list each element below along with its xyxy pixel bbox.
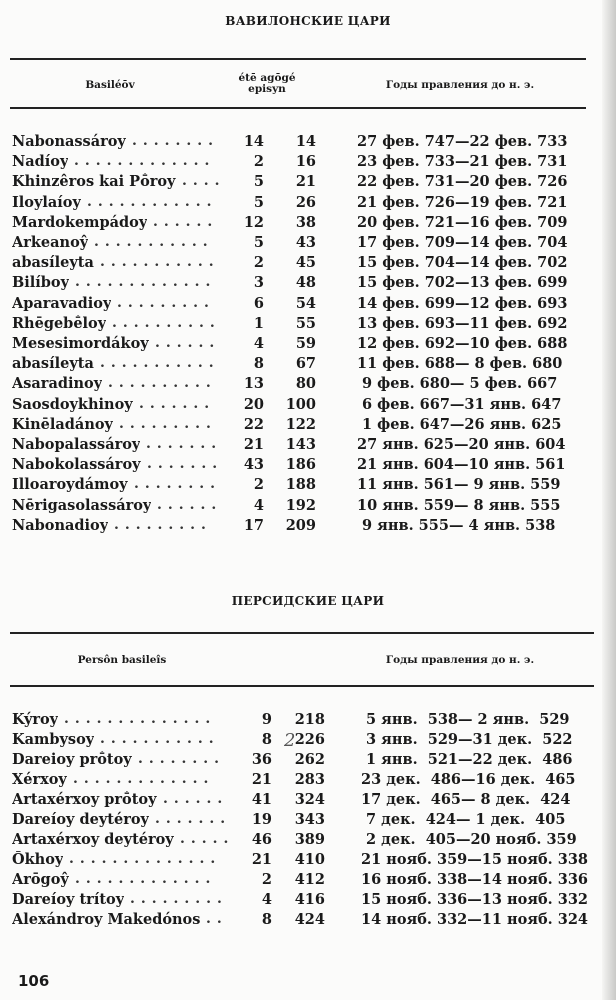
leader-dots: .......... <box>108 375 217 392</box>
table-row <box>0 173 616 193</box>
column-header-years: Годы правления до н. э. <box>385 79 535 91</box>
reign-years: 19 <box>251 811 272 828</box>
cumulative-years: 100 <box>285 395 316 413</box>
reign-dates: 23 дек. 486—16 дек. 465 <box>361 771 576 788</box>
reign-years: 4 <box>253 496 264 514</box>
table-row <box>0 891 616 911</box>
leader-dots: ......... <box>119 415 217 432</box>
table-row <box>0 751 616 771</box>
reign-years: 8 <box>261 731 272 748</box>
leader-dots: ........ <box>138 751 225 767</box>
table-row <box>0 396 616 416</box>
reign-dates: 14 фев. 699—12 фев. 693 <box>357 294 568 312</box>
leader-dots: ....... <box>147 456 224 473</box>
king-name: abasíleyta <box>12 254 94 272</box>
king-name: Mesesimordákoy <box>12 335 149 352</box>
cumulative-years: 389 <box>294 831 325 848</box>
reign-dates: 9 янв. 555— 4 янв. 538 <box>357 516 556 534</box>
cumulative-years: 48 <box>295 274 316 292</box>
reign-years: 4 <box>261 891 272 908</box>
table-row <box>0 831 616 851</box>
cumulative-years: 38 <box>295 213 316 231</box>
reign-dates: 20 фев. 721—16 фев. 709 <box>357 213 568 231</box>
king-name: Mardokempádoy <box>12 213 148 231</box>
babylonian-section-title: ВАВИЛОНСКИЕ ЦАРИ <box>225 14 391 28</box>
reign-years: 8 <box>253 355 264 373</box>
king-name: Dareíoy deytéroy <box>12 811 149 828</box>
king-name: Ṑkhoy <box>12 851 64 868</box>
column-header-name: Basiléōv <box>85 79 135 91</box>
cumulative-years: 192 <box>285 496 316 514</box>
table-row <box>0 731 616 751</box>
reign-dates: 1 янв. 521—22 дек. 486 <box>361 751 573 768</box>
leader-dots: ........ <box>132 133 219 149</box>
cumulative-years: 186 <box>285 456 316 474</box>
king-name: Nērigasolassároy <box>12 496 152 514</box>
reign-dates: 16 нояб. 338—14 нояб. 336 <box>361 871 589 888</box>
king-name: Nadíoy <box>12 153 69 171</box>
reign-years: 2 <box>253 476 264 494</box>
leader-dots: ........... <box>100 355 220 372</box>
cumulative-years: 343 <box>294 811 325 828</box>
reign-dates: 13 фев. 693—11 фев. 692 <box>357 314 568 332</box>
cumulative-years: 59 <box>295 335 316 352</box>
reign-dates: 12 фев. 692—10 фев. 688 <box>357 335 568 352</box>
reign-years: 2 <box>253 254 264 272</box>
reign-dates: 17 фев. 709—14 фев. 704 <box>357 234 568 251</box>
reign-dates: 5 янв. 538— 2 янв. 529 <box>361 711 570 728</box>
table-row <box>0 811 616 831</box>
reign-years: 14 <box>243 133 264 150</box>
reign-years: 21 <box>243 436 264 453</box>
reign-years: 9 <box>261 711 272 728</box>
leader-dots: .............. <box>64 711 217 727</box>
reign-dates: 10 янв. 559— 8 янв. 555 <box>357 496 561 514</box>
reign-dates: 2 дек. 405—20 нояб. 359 <box>361 831 577 848</box>
reign-years: 3 <box>253 274 264 292</box>
cumulative-years: 324 <box>294 791 325 808</box>
cumulative-years: 283 <box>294 771 325 788</box>
reign-years: 21 <box>251 851 272 868</box>
cumulative-years: 143 <box>285 436 316 453</box>
leader-dots: ...... <box>153 213 219 230</box>
header-top-rule <box>10 58 586 60</box>
reign-dates: 1 фев. 647—26 янв. 625 <box>357 415 562 433</box>
cumulative-years: 43 <box>295 234 316 251</box>
reign-years: 2 <box>261 871 272 888</box>
table-row <box>0 416 616 436</box>
cumulative-years: 16 <box>295 153 316 171</box>
header-top-rule <box>10 632 594 634</box>
reign-years: 41 <box>251 791 272 808</box>
cumulative-years: 26 <box>295 193 316 211</box>
reign-years: 1 <box>253 314 264 332</box>
persian-section-title: ПЕРСИДСКИЕ ЦАРИ <box>231 594 385 608</box>
king-name: Dareíoy trítoy <box>12 891 125 908</box>
king-name: Arkeanoŷ <box>12 234 89 251</box>
reign-dates: 11 янв. 561— 9 янв. 559 <box>357 476 561 494</box>
leader-dots: ........... <box>100 254 220 271</box>
table-row <box>0 214 616 234</box>
leader-dots: ........ <box>134 476 221 493</box>
leader-dots: ....... <box>146 436 223 452</box>
leader-dots: ..... <box>180 831 235 847</box>
reign-dates: 27 фев. 747—22 фев. 733 <box>357 133 568 150</box>
king-name: abasíleyta <box>12 355 94 373</box>
reign-dates: 14 нояб. 332—11 нояб. 324 <box>361 911 589 928</box>
reign-dates: 21 янв. 604—10 янв. 561 <box>357 456 566 474</box>
king-name: Asaradinoy <box>12 375 103 393</box>
leader-dots: .... <box>182 173 226 190</box>
king-name: Dareioy prṓtoy <box>12 751 132 768</box>
reign-years: 6 <box>253 294 264 312</box>
column-header-reign-line1: étē agōgé <box>238 72 296 84</box>
reign-years: 12 <box>243 213 264 231</box>
leader-dots: ......... <box>117 294 215 311</box>
cumulative-years: 424 <box>294 911 325 928</box>
reign-dates: 3 янв. 529—31 дек. 522 <box>361 731 573 748</box>
table-row <box>0 234 616 254</box>
column-header-reign <box>232 73 302 95</box>
cumulative-years: 21 <box>295 173 316 191</box>
table-row <box>0 315 616 335</box>
reign-dates: 15 нояб. 336—13 нояб. 332 <box>361 891 589 908</box>
reign-years: 5 <box>253 234 264 251</box>
king-name: Nabokolassároy <box>12 456 141 474</box>
reign-years: 43 <box>243 456 264 474</box>
leader-dots: ...... <box>163 791 229 807</box>
column-header-years: Годы правления до н. э. <box>385 654 535 666</box>
leader-dots: ........... <box>94 234 214 250</box>
column-header-name: Persôn basileîs <box>77 654 167 666</box>
table-row <box>0 194 616 214</box>
leader-dots: ......... <box>114 516 212 533</box>
king-name: Alexándroy Makedónos <box>12 911 201 928</box>
king-name: Rhēgebḗloy <box>12 314 107 332</box>
table-row <box>0 497 616 517</box>
reign-dates: 15 фев. 702—13 фев. 699 <box>357 274 568 292</box>
king-name: Kinēladánoy <box>12 415 113 433</box>
reign-years: 46 <box>251 831 272 848</box>
reign-dates: 22 фев. 731—20 фев. 726 <box>357 173 568 191</box>
king-name: Arōgoŷ <box>12 871 69 888</box>
cumulative-years: 80 <box>295 375 316 393</box>
table-row <box>0 335 616 355</box>
handwritten-annotation: 2 <box>284 730 296 751</box>
king-name: Artaxérxoy prṓtoy <box>12 791 157 808</box>
cumulative-years: 188 <box>285 476 316 494</box>
reign-years: 20 <box>243 395 264 413</box>
cumulative-years: 416 <box>294 891 325 908</box>
table-row <box>0 517 616 537</box>
table-row <box>0 295 616 315</box>
table-row <box>0 153 616 173</box>
reign-dates: 17 дек. 465— 8 дек. 424 <box>361 791 571 808</box>
cumulative-years: 209 <box>285 516 316 534</box>
reign-years: 2 <box>253 153 264 171</box>
king-name: Illoaroydámoy <box>12 476 128 494</box>
table-row <box>0 133 616 153</box>
leader-dots: ............ <box>87 193 218 210</box>
header-bottom-rule <box>10 685 594 687</box>
cumulative-years: 412 <box>294 871 325 888</box>
table-row <box>0 851 616 871</box>
table-row <box>0 791 616 811</box>
king-name: Nabopalassároy <box>12 436 141 453</box>
king-name: Kambysoy <box>12 731 95 748</box>
leader-dots: ...... <box>157 496 223 513</box>
cumulative-years: 262 <box>294 751 325 768</box>
reign-years: 22 <box>243 415 264 433</box>
cumulative-years: 67 <box>295 355 316 373</box>
table-row <box>0 711 616 731</box>
king-name: Nabonadioy <box>12 516 109 534</box>
reign-years: 17 <box>243 516 264 534</box>
king-name: Artaxérxoy deytéroy <box>12 831 174 848</box>
reign-dates: 7 дек. 424— 1 дек. 405 <box>361 811 566 828</box>
king-name: Xérxoy <box>12 771 67 788</box>
table-row <box>0 771 616 791</box>
table-row <box>0 274 616 294</box>
cumulative-years: 45 <box>295 254 316 272</box>
king-name: Iloylaíoy <box>12 193 81 211</box>
reign-years: 36 <box>251 751 272 768</box>
leader-dots: ....... <box>155 811 232 827</box>
cumulative-years: 226 <box>294 731 325 748</box>
king-name: Saosdoykhinoy <box>12 395 133 413</box>
king-name: Nabonassároy <box>12 133 126 150</box>
reign-years: 5 <box>253 193 264 211</box>
cumulative-years: 14 <box>295 133 316 150</box>
reign-years: 21 <box>251 771 272 788</box>
leader-dots: .. <box>206 911 228 927</box>
leader-dots: ......... <box>130 891 228 907</box>
table-row <box>0 355 616 375</box>
reign-dates: 9 фев. 680— 5 фев. 667 <box>357 375 558 393</box>
leader-dots: .............. <box>69 851 222 867</box>
reign-dates: 27 янв. 625—20 янв. 604 <box>357 436 566 453</box>
table-row <box>0 456 616 476</box>
reign-years: 4 <box>253 335 264 352</box>
leader-dots: .......... <box>112 314 221 331</box>
reign-dates: 23 фев. 733—21 фев. 731 <box>357 153 568 171</box>
leader-dots: ...... <box>155 335 221 351</box>
reign-dates: 15 фев. 704—14 фев. 702 <box>357 254 568 272</box>
reign-years: 5 <box>253 173 264 191</box>
cumulative-years: 218 <box>294 711 325 728</box>
reign-years: 8 <box>261 911 272 928</box>
king-name: Aparavadioy <box>12 294 112 312</box>
cumulative-years: 55 <box>295 314 316 332</box>
table-row <box>0 871 616 891</box>
table-row <box>0 911 616 931</box>
cumulative-years: 122 <box>285 415 316 433</box>
leader-dots: ............. <box>75 274 217 291</box>
page-number: 106 <box>18 972 50 990</box>
header-bottom-rule <box>10 107 586 109</box>
king-name: Kýroy <box>12 711 59 728</box>
leader-dots: ............. <box>75 871 217 887</box>
reign-dates: 21 фев. 726—19 фев. 721 <box>357 193 568 211</box>
table-row <box>0 436 616 456</box>
leader-dots: ............. <box>74 153 216 170</box>
leader-dots: ............. <box>73 771 215 787</box>
table-row <box>0 476 616 496</box>
table-row <box>0 254 616 274</box>
reign-dates: 6 фев. 667—31 янв. 647 <box>357 395 562 413</box>
table-row <box>0 375 616 395</box>
column-header-reign-line2: episyn <box>248 83 286 95</box>
leader-dots: ....... <box>139 395 216 412</box>
leader-dots: ........... <box>100 731 220 747</box>
reign-years: 13 <box>243 375 264 393</box>
reign-dates: 11 фев. 688— 8 фев. 680 <box>357 355 563 373</box>
king-name: Bilíboy <box>12 274 70 292</box>
reign-dates: 21 нояб. 359—15 нояб. 338 <box>361 851 589 868</box>
king-name: Khinzêros kai Pṓroy <box>12 173 176 191</box>
cumulative-years: 410 <box>294 851 325 868</box>
cumulative-years: 54 <box>295 294 316 312</box>
